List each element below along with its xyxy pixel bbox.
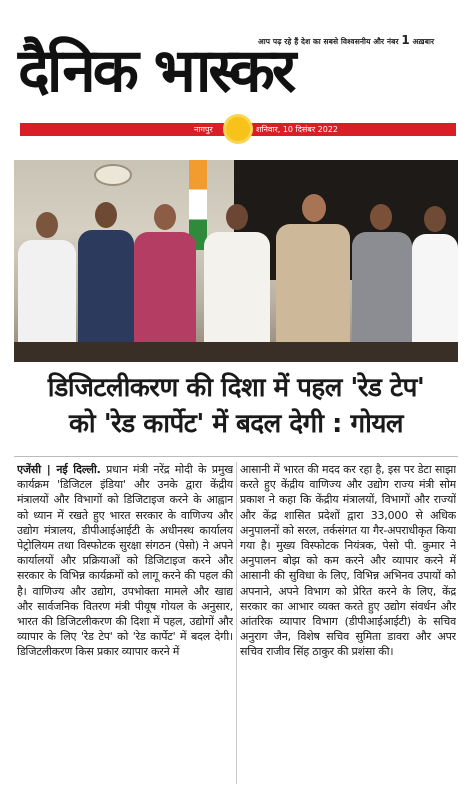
tagline-suffix: अख़बार <box>412 37 435 46</box>
article-dateline: एजेंसी | नई दिल्ली. <box>17 463 101 476</box>
headline-line-2: को 'रेड कार्पेट' में बदल देगी : गोयल <box>68 409 404 439</box>
column-divider <box>236 462 237 784</box>
edition-city: नागपुर <box>194 125 213 134</box>
masthead <box>0 0 472 150</box>
edition-date: शनिवार, 10 दिसंबर 2022 <box>256 125 339 134</box>
headline-divider <box>14 456 458 457</box>
tagline-text: आप पढ़ रहे हैं देश का सबसे विश्वसनीय और नंबर <box>258 37 399 46</box>
newspaper-logo: दैनिक भास्कर <box>18 36 294 106</box>
photo-person <box>134 204 196 362</box>
photo-person <box>276 194 350 362</box>
photo-table <box>14 342 458 362</box>
article-headline <box>14 370 458 442</box>
photo-person <box>352 204 412 362</box>
article-body-left: प्रधान मंत्री नरेंद्र मोदी के प्रमुख कार्यक्रम 'डिजिटल इंडिया' और उनके द्वारा केंद्रीय मंत्रालयों और विभागों को डिजिटाइज करने के आह्वान को ध्यान में रखते हुए भारत सरकार के वाणिज्य और उद्योग मंत्रालय, डीपीआईआईटी के अधीनस्थ कार्यालय पेट्रोलियम तथा विस्फोटक सुरक्षा संगठन (पेसो) ने अपने कार्यालयों और प्रक्रियाओं को डिजिटाइज करने और सरकार के विभिन्न कार्यक्रमों को लागू करने की पहल की है। वाणिज्य और उद्योग, उपभोक्ता मामले और खाद्य और सार्वजनिक वितरण मंत्री पीयूष गोयल के अनुसार, भारत की डिजिटलीकरण की दिशा में पहल, उद्योगों और व्यापार के लिए 'रेड टेप' को 'रेड कार्पेट' में बदल देगी। डिजिटलीकरण किस प्रकार व्यापार करने में <box>17 463 233 659</box>
wall-clock-icon <box>94 164 132 186</box>
group-photo-image <box>14 160 458 362</box>
photo-person <box>412 206 458 362</box>
photo-person <box>204 204 270 362</box>
sun-logo-icon <box>226 117 250 141</box>
headline-line-1: डिजिटलीकरण की दिशा में पहल 'रेड टेप' <box>47 373 425 403</box>
photo-person <box>78 202 134 362</box>
article-column-left <box>17 462 233 792</box>
tagline-number: 1 <box>401 33 410 47</box>
article-body-right: आसानी में भारत की मदद कर रहा है, इस पर डेटा साझा करते हुए केंद्रीय वाणिज्य और उद्योग राज्य मंत्री सोम प्रकाश ने कहा कि केंद्रीय मंत्रालयों, विभागों और राज्यों और केंद्र शासित प्रदेशों द्वारा 33,000 से अधिक अनुपालनों को सरल, तर्कसंगत या गैर-अपराधीकृत किया गया है। मुख्य विस्फोटक नियंत्रक, पेसो पी. कुमार ने अनुपालन बोझ को कम करने और व्यापार करने में आसानी की सुविधा के लिए, विभिन्न अभिनव उपायों को अपनाने, अपने विभाग को प्रेरित करने के लिए, केंद्र सरकार का आभार व्यक्त करते हुए उद्योग संवर्धन और आंतरिक व्यापार विभाग (डीपीआईआईटी) के सचिव अनुराग जैन, विशेष सचिव सुमिता डावरा और अपर सचिव राजीव सिंह ठाकुर की प्रशंसा की। <box>240 463 456 659</box>
article-column-right <box>240 462 456 792</box>
photo-person <box>18 212 76 362</box>
